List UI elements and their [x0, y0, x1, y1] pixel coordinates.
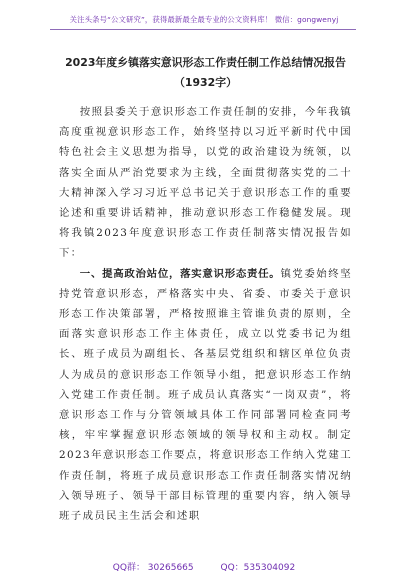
document-title: 2023年度乡镇落实意识形态工作责任制工作总结情况报告 — [65, 56, 346, 69]
document-body — [59, 53, 352, 526]
footer-contact — [0, 560, 408, 573]
banner-divider — [50, 29, 356, 30]
intro-paragraph: 按照县委关于意识形态工作责任制的安排，今年我镇高度重视意识形态工作，始终坚持以习近平新时代中国特色社会主义思想为指导，以党的政治建设为统领，以落实全面从严治党要求为主线，全面贯彻落实党的二十大精神深入学习习近平总书记关于意识形态工作的重要论述和重要讲话精神，推动意识形态工作稳健发展。现将我镇2023年度意识形态工作责任制落实情况报告如下： — [59, 106, 352, 260]
section-1-paragraph — [59, 264, 352, 527]
top-banner: 关注头条号“公文研究”，获得最新最全最专业的公文资料库！ 微信：gongwenyj — [69, 15, 339, 24]
document-subtitle: （1932字） — [174, 76, 237, 89]
footer-qq: QQ：535304092 — [220, 563, 296, 573]
section-1-heading: 一、提高政治站位，落实意识形态责任。 — [79, 267, 281, 280]
footer-qq-group: QQ群： 30265665 — [112, 563, 194, 573]
section-1-body: 镇党委始终坚持党管意识形态，严格落实中央、省委、市委关于意识形态工作决策部署，严格按照谁主管谁负责的原则，全面落实意识形态工作主体责任，成立以党委书记为组长、班子成员为副组长、各基层党组织和辖区单位负责人为成员的意识形态工作领导小组，把意识形态工作纳入党建工作责任制。班子成员认真落实“一岗双责”，将意识形态工作与分管领域具体工作同部署同检查同考核，牢牢掌握意识形态领域的领导权和主动权。制定2023年意识形态工作要点，将意识形态工作纳入党建工作责任制，将班子成员意识形态工作责任制落实情况纳入领导班子、领导干部目标管理的重要内容，纳入领导班子成员民主生活会和述职 — [59, 267, 352, 523]
